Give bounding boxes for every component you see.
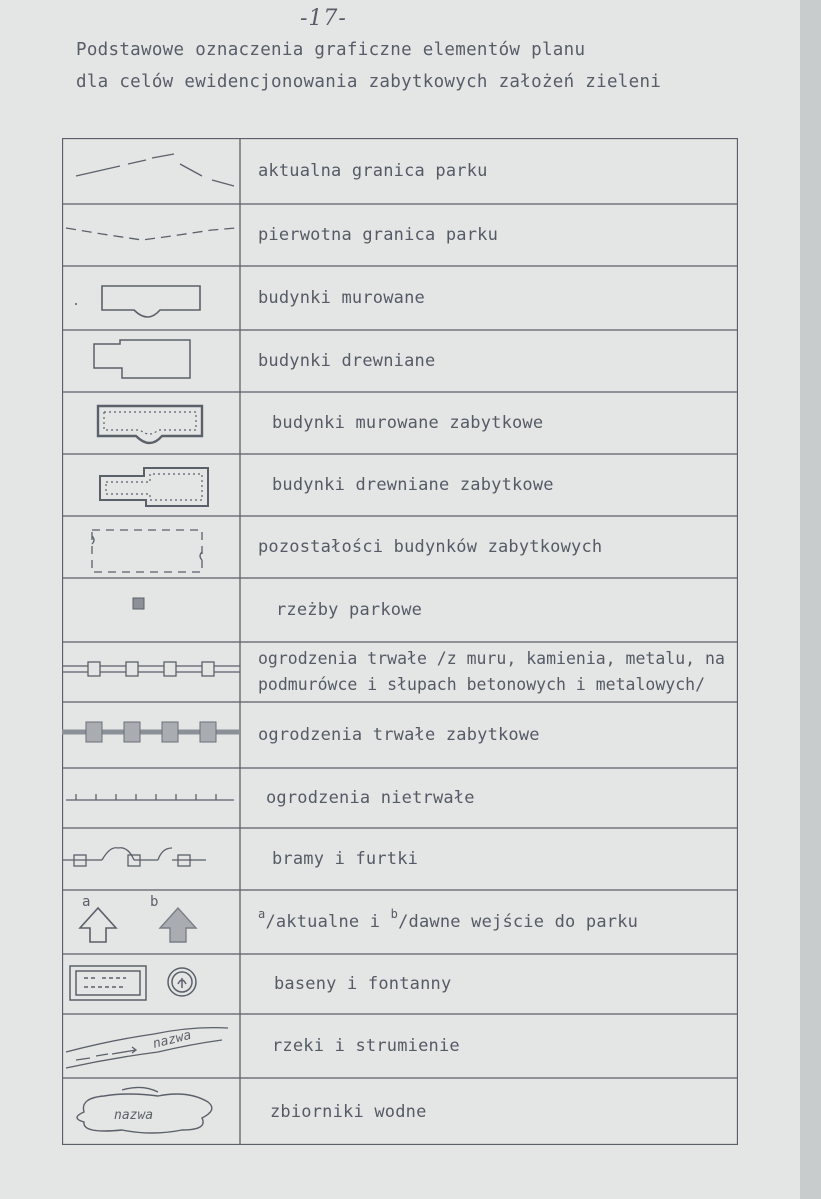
page-number: -17- [300, 6, 347, 31]
pools-fountains-icon [62, 954, 240, 1014]
legend-row-historic-wooden-buildings [62, 454, 738, 516]
legend-row-building-remains [62, 516, 738, 578]
title-line-1: Podstawowe oznaczenia graficzne elementów planu [76, 40, 586, 60]
page-edge [800, 0, 821, 1199]
legend-row-reservoirs [62, 1078, 738, 1145]
entrance-label-a: a [258, 907, 266, 921]
historic-masonry-building-icon [62, 392, 240, 454]
entrance-label-b: b [390, 907, 399, 921]
legend-label: ogrodzenia trwałe zabytkowe [258, 725, 540, 745]
legend-row-gates [62, 828, 738, 890]
permanent-fence-icon [62, 642, 240, 702]
reservoir-name-placeholder: nazwa [114, 1108, 154, 1123]
legend-label: budynki drewniane [258, 351, 436, 371]
legend-label: bramy i furtki [272, 849, 419, 869]
legend-label [258, 642, 725, 702]
entrance-label-a-text: /aktualne i [265, 912, 391, 932]
legend-label: aktualna granica parku [258, 161, 488, 181]
legend-label: rzeki i strumienie [272, 1036, 460, 1056]
symbol-letter-b: b [150, 894, 159, 910]
water-reservoirs-icon [62, 1078, 240, 1145]
legend-row-historic-fences [62, 702, 738, 768]
historic-permanent-fence-icon [62, 702, 240, 768]
legend-label: pierwotna granica parku [258, 225, 499, 245]
legend-label: budynki drewniane zabytkowe [272, 475, 554, 495]
title-line-2: dla celów ewidencjonowania zabytkowych założeń zieleni [76, 72, 662, 92]
legend-row-temporary-fences [62, 768, 738, 828]
legend-row-permanent-fences [62, 642, 738, 702]
masonry-building-icon [62, 266, 240, 330]
historic-wooden-building-icon [62, 454, 240, 516]
park-entrance-arrows-icon [62, 890, 240, 954]
legend-label-line-2: podmurówce i słupach betonowych i metalowych/ [258, 675, 706, 694]
symbol-letter-a: a [82, 894, 91, 910]
legend-row-entrances [62, 890, 738, 954]
legend-label: pozostałości budynków zabytkowych [258, 537, 603, 557]
legend-row-wooden-buildings [62, 330, 738, 392]
legend-label-line-1: ogrodzenia trwałe /z muru, kamienia, metalu, na [258, 649, 725, 668]
original-park-boundary-icon [62, 204, 240, 266]
historic-building-remains-icon [62, 516, 240, 578]
legend-label: budynki murowane [258, 288, 425, 308]
legend-label: ogrodzenia nietrwałe [266, 788, 475, 808]
legend-row-current-boundary [62, 138, 738, 204]
legend-label: rzeżby parkowe [276, 600, 423, 620]
legend-row-historic-masonry-buildings [62, 392, 738, 454]
legend-label: budynki murowane zabytkowe [272, 413, 544, 433]
legend-row-masonry-buildings [62, 266, 738, 330]
river-name-placeholder: nazwa [151, 1027, 193, 1052]
gates-icon [62, 828, 240, 890]
legend-label: baseny i fontanny [274, 974, 452, 994]
legend-row-original-boundary [62, 204, 738, 266]
legend-table [62, 138, 738, 1145]
entrance-label-b-text: /dawne wejście do parku [398, 912, 639, 932]
park-sculpture-icon [62, 578, 240, 642]
legend-row-rivers [62, 1014, 738, 1078]
legend-row-pools [62, 954, 738, 1014]
rivers-streams-icon [62, 1014, 240, 1078]
legend-label: zbiorniki wodne [270, 1101, 427, 1122]
current-park-boundary-icon [62, 138, 240, 204]
wooden-building-icon [62, 330, 240, 392]
legend-label [258, 890, 638, 954]
legend-row-sculptures [62, 578, 738, 642]
temporary-fence-icon [62, 768, 240, 828]
